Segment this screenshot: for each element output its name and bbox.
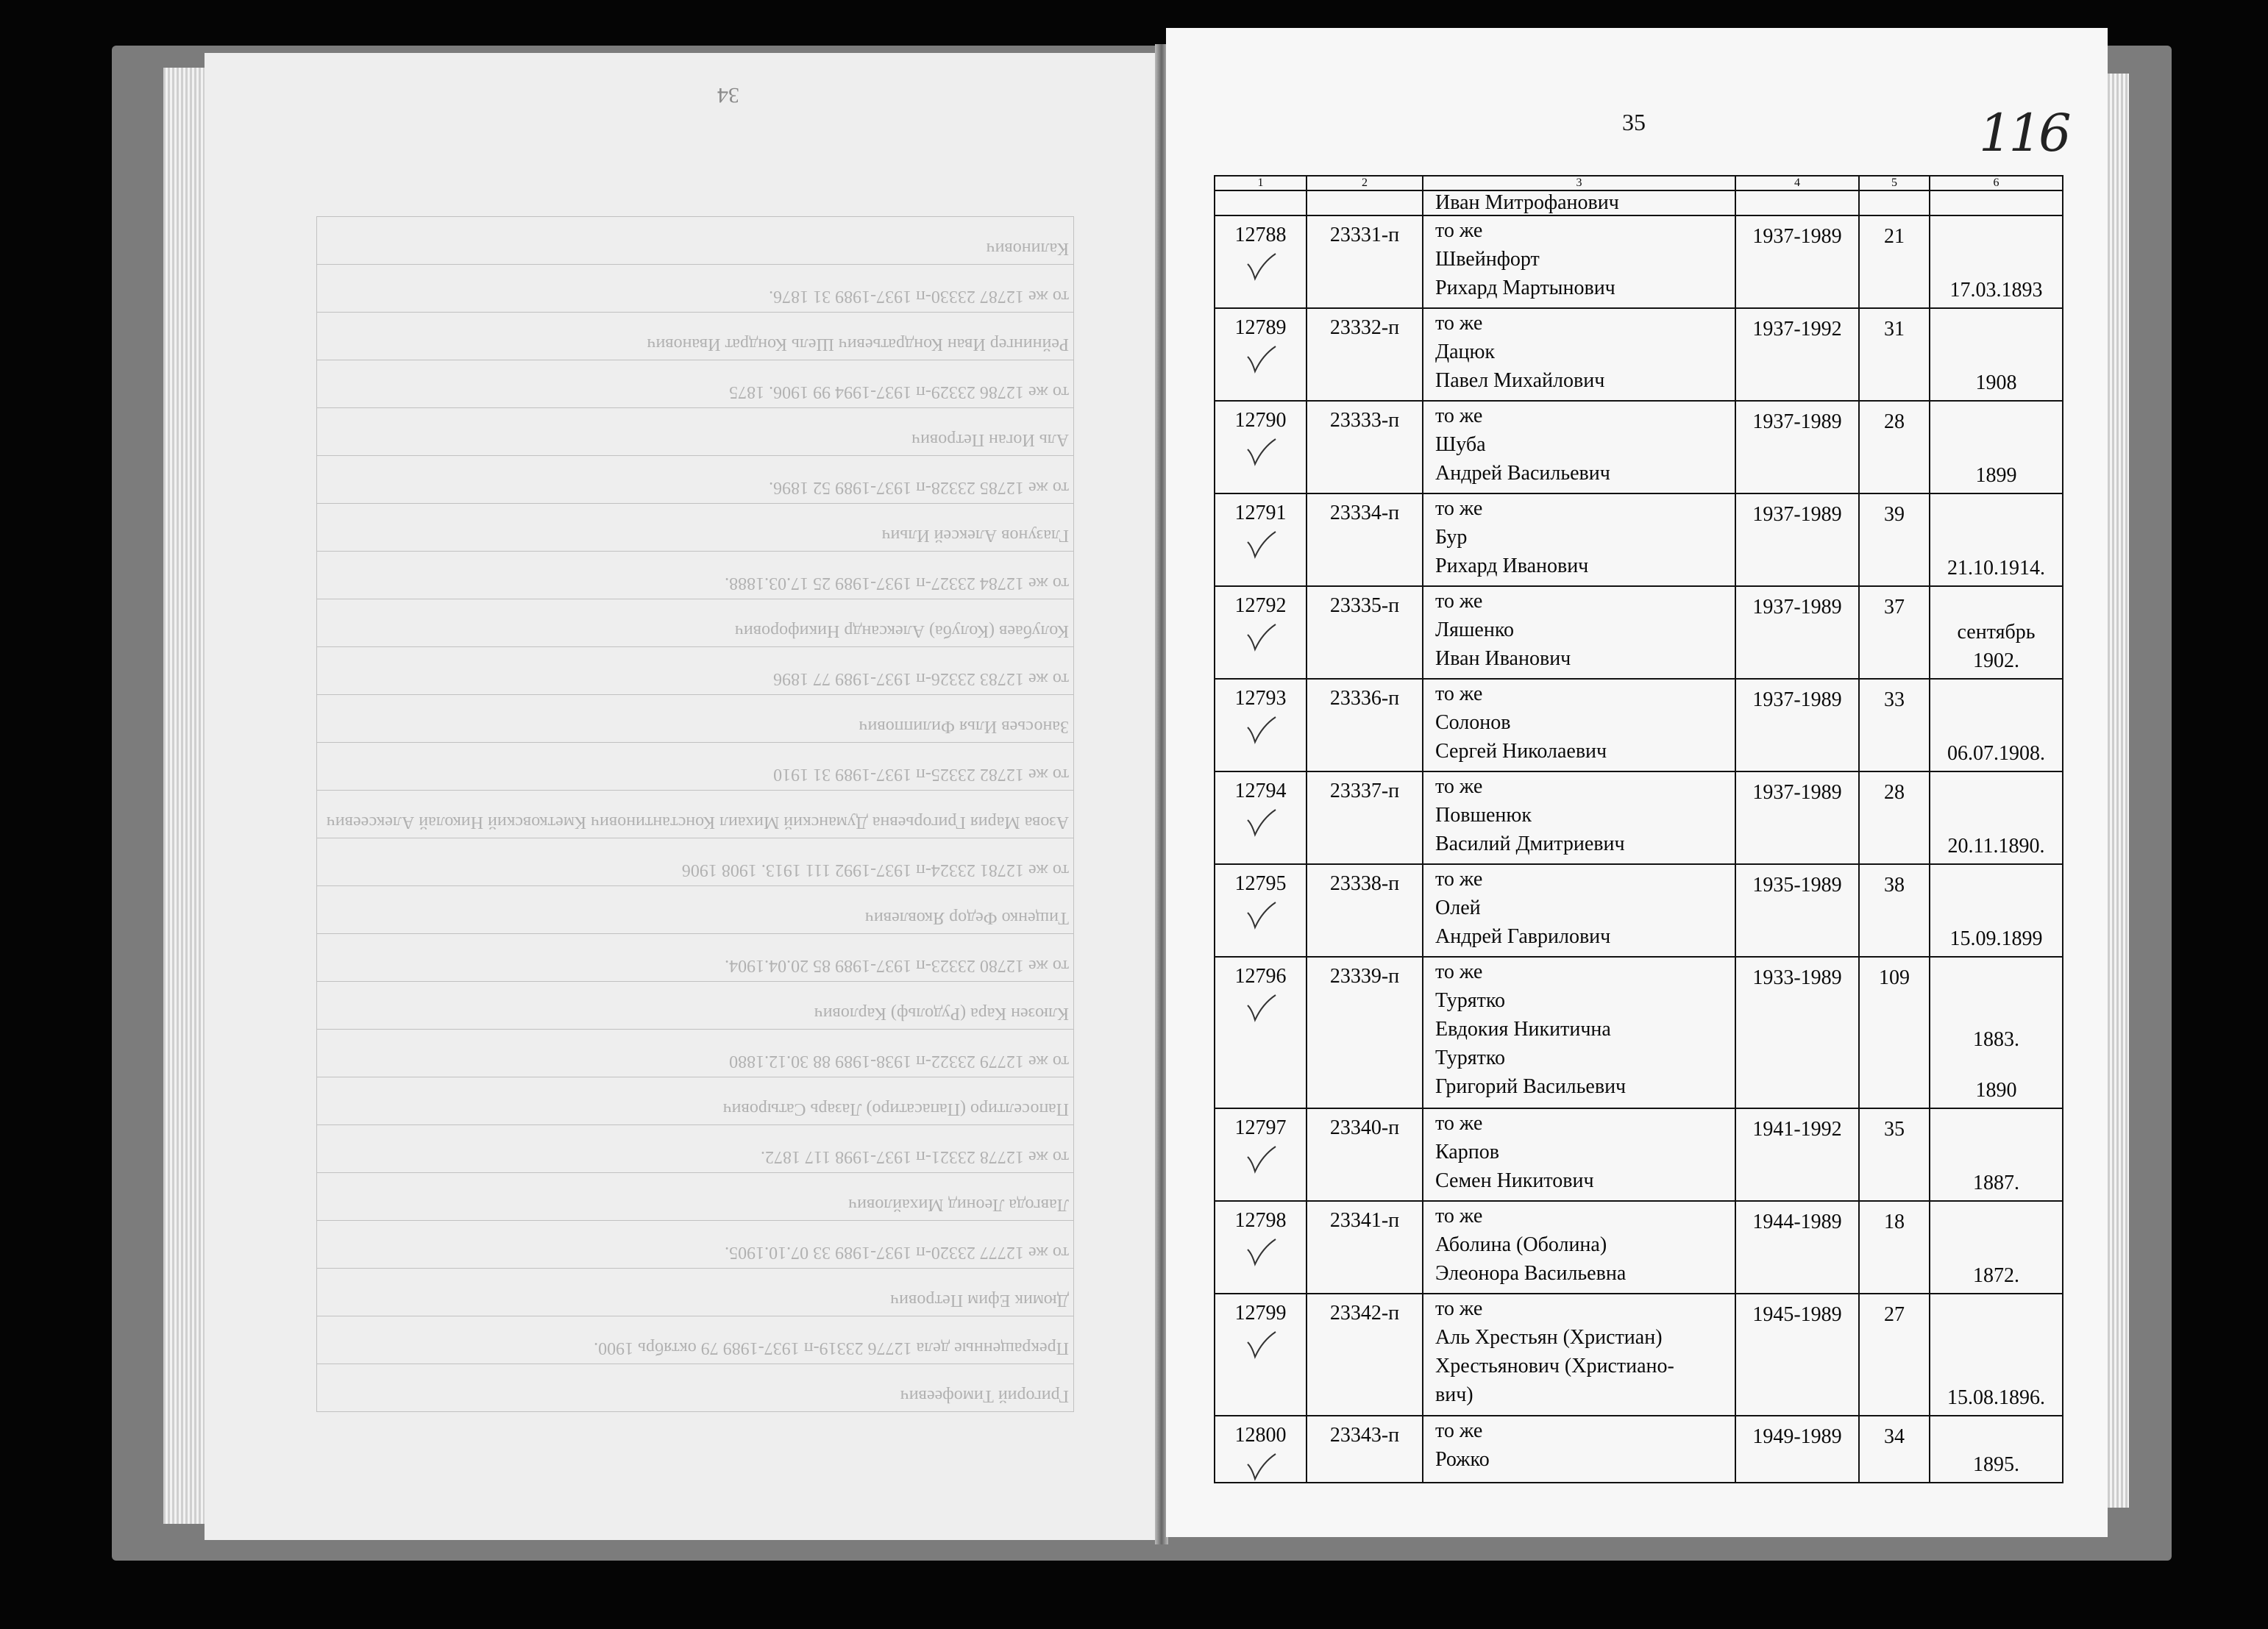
name-line: то же — [1435, 960, 1483, 983]
names-cell — [1423, 215, 1735, 308]
birth-date: 17.03.1893 — [1949, 279, 2043, 302]
bleed-row — [317, 647, 1074, 695]
case-number: 23335-п — [1307, 586, 1423, 679]
name-line: Шуба — [1435, 433, 1486, 456]
handwritten-check-icon — [1245, 345, 1277, 374]
case-number: 23337-п — [1307, 771, 1423, 864]
page-number: 35 — [1622, 109, 1646, 135]
record-number-cell — [1215, 493, 1307, 586]
bleed-text: то же 12785 23328-п 1937-1989 52 1896. — [317, 456, 1074, 504]
birth-date: 1895. — [1973, 1453, 2019, 1476]
record-number: 12789 — [1234, 316, 1287, 339]
case-number: 23331-п — [1307, 215, 1423, 308]
record-number: 12797 — [1234, 1116, 1287, 1139]
birth-date: 06.07.1908. — [1947, 742, 2045, 765]
record-number-cell — [1215, 864, 1307, 957]
birth-date: 21.10.1914. — [1947, 557, 2045, 580]
bleed-text: то же 12778 23321-п 1937-1998 117 1872. — [317, 1125, 1074, 1173]
dates-cell — [1930, 771, 2063, 864]
handwritten-check-icon — [1245, 716, 1277, 745]
name-line: то же — [1435, 682, 1483, 705]
bleed-row — [317, 838, 1074, 886]
bleed-row — [317, 552, 1074, 599]
handwritten-check-icon — [1245, 994, 1277, 1023]
bleed-row — [317, 456, 1074, 504]
column-header: 4 — [1735, 176, 1859, 190]
sheet-count: 27 — [1859, 1294, 1930, 1416]
years-range: 1941-1992 — [1735, 1108, 1859, 1201]
bleed-text: Глазунов Алексей Ильич — [317, 504, 1074, 552]
table-row — [1215, 493, 2063, 586]
birth-date: 1902. — [1973, 649, 2019, 672]
years-range: 1937-1989 — [1735, 401, 1859, 493]
record-number-cell — [1215, 308, 1307, 401]
continuation-row — [1215, 190, 2063, 215]
birth-date: 1887. — [1973, 1172, 2019, 1194]
handwritten-check-icon — [1245, 808, 1277, 838]
bleed-row — [317, 1030, 1074, 1077]
handwritten-check-icon — [1245, 1452, 1277, 1482]
sheet-count: 39 — [1859, 493, 1930, 586]
name-line: Семен Никитович — [1435, 1169, 1594, 1192]
dates-cell — [1930, 1416, 2063, 1483]
record-number: 12791 — [1234, 502, 1287, 524]
bleed-row — [317, 408, 1074, 456]
dates-cell — [1930, 215, 2063, 308]
dates-cell — [1930, 1108, 2063, 1201]
sheet-count: 21 — [1859, 215, 1930, 308]
bleed-text: то же 12787 23330-п 1937-1989 31 1876. — [317, 265, 1074, 313]
case-number: 23338-п — [1307, 864, 1423, 957]
name-line: то же — [1435, 1205, 1483, 1227]
dates-cell — [1930, 1201, 2063, 1294]
bleed-row — [317, 1221, 1074, 1269]
sheet-count: 37 — [1859, 586, 1930, 679]
bleed-row — [317, 743, 1074, 791]
bleed-text: Прекращенные дела 12776 23319-п 1937-1989 79 октябрь 1900. — [317, 1316, 1074, 1364]
sheet-count: 109 — [1859, 957, 1930, 1108]
name-line: Андрей Васильевич — [1435, 462, 1610, 485]
column-header: 5 — [1859, 176, 1930, 190]
left-page-bleed-through — [316, 147, 1074, 1412]
name-line: Дацюк — [1435, 341, 1496, 363]
bleed-text: то же 12782 23325-п 1937-1989 31 1910 — [317, 743, 1074, 791]
table-row — [1215, 586, 2063, 679]
bleed-text: Азова Мария Григорьевна Думанский Михаил Константинович Кметковский Николай Алексеевич — [317, 791, 1074, 838]
record-number: 12800 — [1234, 1424, 1287, 1447]
column-header: 3 — [1423, 176, 1735, 190]
bleed-row — [317, 360, 1074, 408]
handwritten-check-icon — [1245, 901, 1277, 930]
left-page-number: 34 — [717, 83, 739, 107]
record-number: 12799 — [1234, 1302, 1287, 1325]
names-cell — [1423, 864, 1735, 957]
dates-cell — [1930, 957, 2063, 1108]
name-line: Хрестьянович (Христиано- — [1435, 1355, 1674, 1377]
table-row — [1215, 771, 2063, 864]
birth-date: 1899 — [1975, 464, 2017, 487]
table-row — [1215, 215, 2063, 308]
dates-cell — [1930, 679, 2063, 771]
record-number: 12788 — [1234, 224, 1287, 246]
case-number: 23333-п — [1307, 401, 1423, 493]
years-range: 1937-1989 — [1735, 679, 1859, 771]
case-number: 23332-п — [1307, 308, 1423, 401]
name-line: то же — [1435, 868, 1483, 891]
dates-cell — [1930, 586, 2063, 679]
sheet-count: 28 — [1859, 771, 1930, 864]
dates-cell — [1930, 401, 2063, 493]
names-cell — [1423, 308, 1735, 401]
name-line: Иван Иванович — [1435, 647, 1571, 670]
bleed-text: Тищенко Федор Яковлевич — [317, 886, 1074, 934]
birth-date — [1930, 1054, 2062, 1076]
dates-cell — [1930, 308, 2063, 401]
years-range: 1937-1992 — [1735, 308, 1859, 401]
bleed-text: Калинович — [317, 217, 1074, 265]
record-number-cell — [1215, 586, 1307, 679]
birth-date: 15.09.1899 — [1949, 927, 2043, 950]
bleed-text: то же 12781 23324-п 1937-1992 111 1913. 1908 1906 — [317, 838, 1074, 886]
birth-date: 1908 — [1975, 371, 2017, 394]
name-line: Турятко — [1435, 989, 1506, 1012]
dates-cell — [1930, 493, 2063, 586]
sheet-count: 35 — [1859, 1108, 1930, 1201]
name-line: вич) — [1435, 1383, 1474, 1406]
column-header: 2 — [1307, 176, 1423, 190]
name-line: Андрей Гаврилович — [1435, 925, 1611, 948]
birth-date: 15.08.1896. — [1947, 1386, 2045, 1409]
names-cell — [1423, 771, 1735, 864]
record-number-cell — [1215, 1201, 1307, 1294]
bleed-text: Клюзен Кара (Рудольф) Карлович — [317, 982, 1074, 1030]
bleed-text: то же 12786 23329-п 1937-1994 99 1906. 1875 — [317, 360, 1074, 408]
birth-date: 20.11.1890. — [1947, 835, 2045, 858]
handwritten-check-icon — [1245, 1238, 1277, 1267]
years-range: 1949-1989 — [1735, 1416, 1859, 1483]
name-line: то же — [1435, 312, 1483, 335]
name-line: то же — [1435, 1112, 1483, 1135]
bleed-table — [316, 216, 1074, 1412]
years-range: 1937-1989 — [1735, 215, 1859, 308]
bleed-row — [317, 265, 1074, 313]
name-line: Ляшенко — [1435, 619, 1515, 641]
case-number: 23339-п — [1307, 957, 1423, 1108]
name-line: Элеонора Васильевна — [1435, 1262, 1627, 1285]
name-line: Швейнфорт — [1435, 248, 1540, 271]
record-number: 12795 — [1234, 872, 1287, 895]
case-number: 23334-п — [1307, 493, 1423, 586]
name-line: Повшенюк — [1435, 804, 1532, 827]
birth-date: 1883. — [1973, 1028, 2019, 1051]
names-cell — [1423, 401, 1735, 493]
handwritten-page-number: 116 — [1979, 103, 2069, 163]
bleed-row — [317, 1125, 1074, 1173]
record-number-cell — [1215, 957, 1307, 1108]
column-header: 1 — [1215, 176, 1307, 190]
years-range: 1933-1989 — [1735, 957, 1859, 1108]
years-range: 1937-1989 — [1735, 586, 1859, 679]
name-line: Сергей Николаевич — [1435, 740, 1607, 763]
sheet-count: 38 — [1859, 864, 1930, 957]
name-line: Аль Хрестьян (Христиан) — [1435, 1326, 1663, 1349]
name-line: то же — [1435, 497, 1483, 520]
record-number: 12792 — [1234, 594, 1287, 617]
names-cell — [1423, 957, 1735, 1108]
bleed-row — [317, 504, 1074, 552]
registry-table — [1214, 175, 2063, 1483]
bleed-text: Лавгода Леонид Михайлович — [317, 1173, 1074, 1221]
table-row — [1215, 864, 2063, 957]
table-row — [1215, 957, 2063, 1108]
record-number: 12790 — [1234, 409, 1287, 432]
bleed-text: Григорий Тимофеевич — [317, 1364, 1074, 1412]
table-row — [1215, 308, 2063, 401]
name-line: то же — [1435, 404, 1483, 427]
names-cell — [1423, 679, 1735, 771]
name-line: Аболина (Оболина) — [1435, 1233, 1607, 1256]
record-number-cell — [1215, 771, 1307, 864]
name-line: Рихард Мартынович — [1435, 277, 1615, 299]
names-cell — [1423, 493, 1735, 586]
names-cell — [1423, 1294, 1735, 1416]
table-row — [1215, 679, 2063, 771]
birth-date: 1890 — [1975, 1079, 2017, 1102]
table-row — [1215, 1108, 2063, 1201]
bleed-row — [317, 982, 1074, 1030]
record-number-cell — [1215, 1294, 1307, 1416]
names-cell — [1423, 1108, 1735, 1201]
record-number: 12794 — [1234, 780, 1287, 802]
name-line: то же — [1435, 590, 1483, 613]
handwritten-check-icon — [1245, 252, 1277, 282]
case-number: 23342-п — [1307, 1294, 1423, 1416]
bleed-text: Рейнингер Иван Кондратьевич Шель Кондрат Иванович — [317, 313, 1074, 360]
bleed-row — [317, 599, 1074, 647]
record-number-cell — [1215, 1108, 1307, 1201]
bleed-row — [317, 934, 1074, 982]
dates-cell — [1930, 864, 2063, 957]
bleed-row — [317, 1316, 1074, 1364]
record-number-cell — [1215, 679, 1307, 771]
name-line: Олей — [1435, 897, 1481, 919]
name-line: Солонов — [1435, 711, 1511, 734]
names-cell — [1423, 1416, 1735, 1483]
birth-date: 1872. — [1973, 1264, 2019, 1287]
bleed-row — [317, 217, 1074, 265]
table-row — [1215, 1294, 2063, 1416]
years-range: 1944-1989 — [1735, 1201, 1859, 1294]
table-row — [1215, 401, 2063, 493]
bleed-text: Заносьев Илья Филиппович — [317, 695, 1074, 743]
record-number-cell — [1215, 215, 1307, 308]
column-header: 6 — [1930, 176, 2063, 190]
name-line: Турятко — [1435, 1047, 1506, 1069]
case-number: 23336-п — [1307, 679, 1423, 771]
name-line: то же — [1435, 1297, 1483, 1320]
bleed-row — [317, 1364, 1074, 1412]
record-number: 12796 — [1234, 965, 1287, 988]
years-range: 1935-1989 — [1735, 864, 1859, 957]
handwritten-check-icon — [1245, 438, 1277, 467]
bleed-text: Папоселтиро (Папасатиро) Лазарь Сатырович — [317, 1077, 1074, 1125]
dates-cell — [1930, 1294, 2063, 1416]
case-number: 23340-п — [1307, 1108, 1423, 1201]
continuation-name: Иван Митрофанович — [1423, 190, 1735, 215]
handwritten-check-icon — [1245, 623, 1277, 652]
years-range: 1937-1989 — [1735, 771, 1859, 864]
years-range: 1937-1989 — [1735, 493, 1859, 586]
page-edges-left — [163, 68, 207, 1524]
name-line: Павел Михайлович — [1435, 369, 1605, 392]
years-range: 1945-1989 — [1735, 1294, 1859, 1416]
name-line: Рожко — [1435, 1448, 1490, 1471]
name-line: Бур — [1435, 526, 1468, 549]
bleed-row — [317, 313, 1074, 360]
column-header-row — [1215, 176, 2063, 190]
bleed-text: Колубаев (Колуба) Александр Никифорович — [317, 599, 1074, 647]
sheet-count: 31 — [1859, 308, 1930, 401]
name-line: то же — [1435, 775, 1483, 798]
bleed-row — [317, 886, 1074, 934]
names-cell — [1423, 586, 1735, 679]
record-number-cell — [1215, 1416, 1307, 1483]
bleed-text: Дюмик Ефим Петрович — [317, 1269, 1074, 1316]
handwritten-check-icon — [1245, 1145, 1277, 1174]
bleed-text: Аль Иоган Петрович — [317, 408, 1074, 456]
case-number: 23343-п — [1307, 1416, 1423, 1483]
handwritten-check-icon — [1245, 1330, 1277, 1360]
bleed-row — [317, 1173, 1074, 1221]
bleed-text: то же 12783 23326-п 1937-1989 77 1896 — [317, 647, 1074, 695]
birth-date: сентябрь — [1957, 621, 2036, 644]
sheet-count: 28 — [1859, 401, 1930, 493]
bleed-text: то же 12777 23320-п 1937-1989 33 07.10.1905. — [317, 1221, 1074, 1269]
sheet-count: 33 — [1859, 679, 1930, 771]
bleed-row — [317, 1269, 1074, 1316]
sheet-count: 34 — [1859, 1416, 1930, 1483]
handwritten-check-icon — [1245, 530, 1277, 560]
bleed-row — [317, 695, 1074, 743]
sheet-count: 18 — [1859, 1201, 1930, 1294]
bleed-text: то же 12784 23327-п 1937-1989 25 17.03.1888. — [317, 552, 1074, 599]
case-number: 23341-п — [1307, 1201, 1423, 1294]
bleed-row — [317, 1077, 1074, 1125]
record-number: 12798 — [1234, 1209, 1287, 1232]
name-line: Рихард Иванович — [1435, 555, 1589, 577]
name-line: Григорий Васильевич — [1435, 1075, 1627, 1098]
name-line: то же — [1435, 1419, 1483, 1442]
name-line: Карпов — [1435, 1141, 1499, 1163]
table-row — [1215, 1201, 2063, 1294]
bleed-text: то же 12780 23323-п 1937-1989 85 20.04.1904. — [317, 934, 1074, 982]
bleed-row — [317, 791, 1074, 838]
record-number-cell — [1215, 401, 1307, 493]
names-cell — [1423, 1201, 1735, 1294]
name-line: то же — [1435, 219, 1483, 242]
bleed-text: то же 12779 23322-п 1938-1989 88 30.12.1880 — [317, 1030, 1074, 1077]
name-line: Василий Дмитриевич — [1435, 833, 1625, 855]
name-line: Евдокия Никитична — [1435, 1018, 1611, 1041]
table-row — [1215, 1416, 2063, 1483]
record-number: 12793 — [1234, 687, 1287, 710]
